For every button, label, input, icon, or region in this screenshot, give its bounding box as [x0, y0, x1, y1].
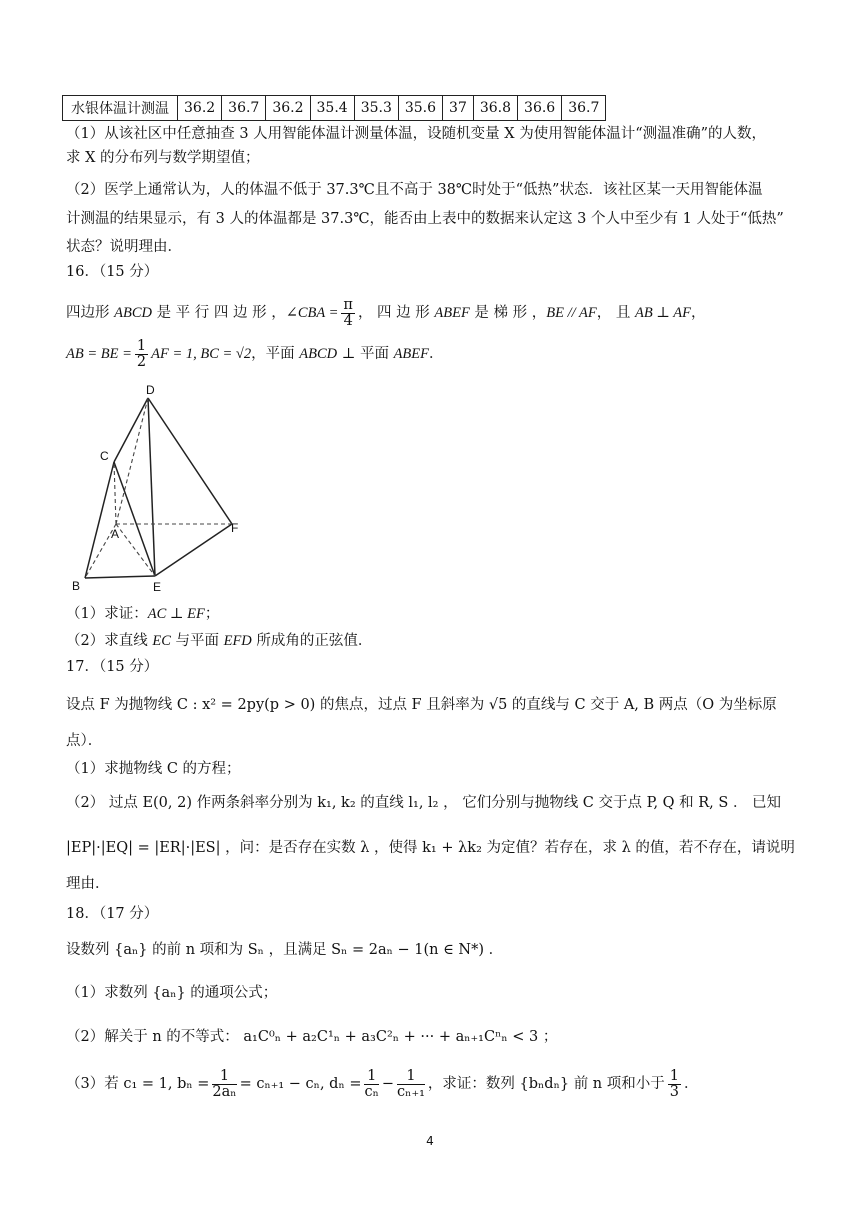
math-text: = cₙ₊₁ − cₙ, dₙ =	[239, 1076, 362, 1092]
edge-AE	[116, 524, 155, 576]
fraction	[135, 339, 148, 370]
fraction-numerator: 1	[212, 1069, 236, 1085]
q17-part2-line3: 理由．	[66, 876, 110, 892]
q16-statement-line2	[66, 334, 444, 374]
math-text: EFD	[223, 633, 252, 649]
table-cell: 35.3	[354, 96, 398, 121]
q15-part2-line1: （2）医学上通常认为，人的体温不低于 37.3℃且不高于 38℃时处于“低热”状态．该社区某一天用智能体温	[66, 182, 763, 198]
vertex-label-F: F	[231, 521, 239, 535]
math-text: AF = 1, BC = √2	[151, 346, 252, 362]
edge-CE	[114, 462, 155, 576]
math-text: ABEF	[434, 305, 470, 321]
fraction-denominator: 3	[669, 1083, 679, 1100]
table-cell: 36.7	[562, 96, 606, 121]
math-text: AC ⊥ EF	[147, 606, 205, 622]
math-text: EC	[152, 633, 171, 649]
text: ．	[684, 1076, 699, 1092]
vertex-label-E: E	[153, 580, 162, 594]
text: 是 平 行 四 边 形 ，	[151, 305, 286, 321]
fraction-denominator: 4	[343, 312, 353, 329]
fraction-denominator: cₙ₊₁	[397, 1083, 425, 1100]
edge-DF	[148, 398, 232, 524]
edge-DE	[148, 398, 155, 576]
q15-part1-line1: （1）从该社区中任意抽查 3 人用智能体温计测量体温，设随机变量 X 为使用智能体温计“测温准确”的人数，	[66, 126, 767, 142]
math-text: AB ⊥ AF	[634, 305, 692, 321]
math-text: BE // AF	[546, 305, 597, 321]
text: 是 梯 形 ，	[469, 305, 547, 321]
q17-heading: 17．（15 分）	[66, 659, 159, 675]
table-cell: 35.6	[398, 96, 442, 121]
text: ．	[429, 346, 444, 362]
q17-part2-line1: （2） 过点 E(0, 2) 作两条斜率分别为 k₁, k₂ 的直线 l₁, l₂ ， 它们分别与抛物线 C 交于点 P, Q 和 R, S ． 已知	[66, 795, 782, 811]
edge-DC	[114, 398, 148, 462]
text: ，	[691, 305, 706, 321]
text: （2）求直线	[66, 633, 153, 649]
table-cell: 36.7	[222, 96, 266, 121]
text: （1）求证：	[66, 606, 148, 622]
q18-heading: 18．（17 分）	[66, 906, 159, 922]
q15-part2-line3: 状态？说明理由．	[66, 239, 182, 255]
edge-CB	[85, 462, 114, 578]
math-text: ABCD	[114, 305, 152, 321]
q18-statement: 设数列 {aₙ} 的前 n 项和为 Sₙ ，且满足 Sₙ = 2aₙ − 1(n ∈ N*) ．	[66, 942, 504, 958]
fraction-numerator: π	[343, 296, 353, 313]
q16-heading: 16．（15 分）	[66, 264, 159, 280]
q17-statement-line1: 设点 F 为抛物线 C : x² = 2py(p > 0) 的焦点，过点 F 且斜率为 √5 的直线与 C 交于 A, B 两点（O 为坐标原	[66, 697, 777, 713]
fraction	[668, 1069, 681, 1100]
q18-part1: （1）求数列 {aₙ} 的通项公式；	[66, 985, 278, 1001]
q15-part2-line2: 计测温的结果显示，有 3 人的体温都是 37.3℃，能否由上表中的数据来认定这 3 个人中至少有 1 人处于“低热”	[66, 211, 784, 227]
text: ， 且	[596, 305, 635, 321]
edge-AC	[114, 462, 116, 524]
vertex-label-B: B	[72, 579, 81, 593]
table-cell: 36.6	[518, 96, 562, 121]
fraction	[364, 1069, 378, 1100]
vertex-label-A: A	[111, 527, 120, 541]
table-row	[63, 96, 606, 121]
text: ；	[204, 606, 220, 622]
q16-part2	[66, 631, 372, 651]
pyramid-figure	[60, 380, 260, 600]
edge-AD	[116, 398, 148, 524]
edge-EF	[155, 524, 232, 576]
fraction	[341, 298, 355, 329]
text: ，求证：数列 {bₙdₙ} 前 n 项和小于	[427, 1076, 665, 1092]
table-cell: 37	[443, 96, 474, 121]
math-text: −	[381, 1076, 395, 1092]
edge-BE	[85, 576, 155, 578]
text: 所成角的正弦值．	[251, 633, 373, 649]
temperature-table	[62, 95, 606, 121]
text: 与平面	[170, 633, 224, 649]
q17-statement-line2: 点）．	[66, 733, 103, 749]
fraction-denominator: 2aₙ	[212, 1083, 237, 1100]
table-cell: 35.4	[310, 96, 354, 121]
page-number: 4	[426, 1134, 434, 1148]
math-text: ABCD	[299, 346, 338, 362]
fraction-denominator: 2	[136, 353, 147, 370]
table-header-cell: 水银体温计测温	[63, 96, 178, 121]
text: ⊥ 平面	[337, 346, 394, 362]
fraction-denominator: cₙ	[364, 1083, 379, 1100]
text: ，平面	[251, 346, 300, 362]
math-text: ∠CBA =	[285, 305, 339, 321]
text: 四边形	[66, 305, 115, 321]
math-text: AB = BE =	[66, 346, 132, 362]
q16-statement-line1	[66, 293, 706, 333]
q16-part1	[66, 604, 219, 624]
table-cell: 36.8	[473, 96, 517, 121]
table-cell: 36.2	[266, 96, 310, 121]
vertex-label-C: C	[100, 449, 109, 463]
q15-part1-line2: 求 X 的分布列与数学期望值；	[66, 150, 260, 166]
fraction	[397, 1069, 425, 1100]
fraction-numerator: 1	[397, 1069, 425, 1085]
fraction	[212, 1069, 236, 1100]
text: ， 四 边 形	[357, 305, 435, 321]
fraction-numerator: 1	[364, 1069, 378, 1085]
vertex-label-D: D	[146, 383, 155, 397]
fraction-numerator: 1	[669, 1067, 679, 1084]
math-text: （3）若 c₁ = 1, bₙ =	[66, 1076, 210, 1092]
table-cell: 36.2	[178, 96, 222, 121]
q17-part2-line2: |EP|·|EQ| = |ER|·|ES| ，问：是否存在实数 λ ，使得 k₁ + λk₂ 为定值？若存在，求 λ 的值，若不存在，请说明	[66, 840, 795, 856]
q17-part1: （1）求抛物线 C 的方程；	[66, 761, 241, 777]
q18-part3	[66, 1062, 699, 1106]
fraction-numerator: 1	[136, 337, 147, 354]
math-text: ABEF	[393, 346, 430, 362]
q18-part2: （2）解关于 n 的不等式： a₁C⁰ₙ + a₂C¹ₙ + a₃C²ₙ + ··· + aₙ₊₁Cⁿₙ < 3 ；	[66, 1029, 558, 1045]
